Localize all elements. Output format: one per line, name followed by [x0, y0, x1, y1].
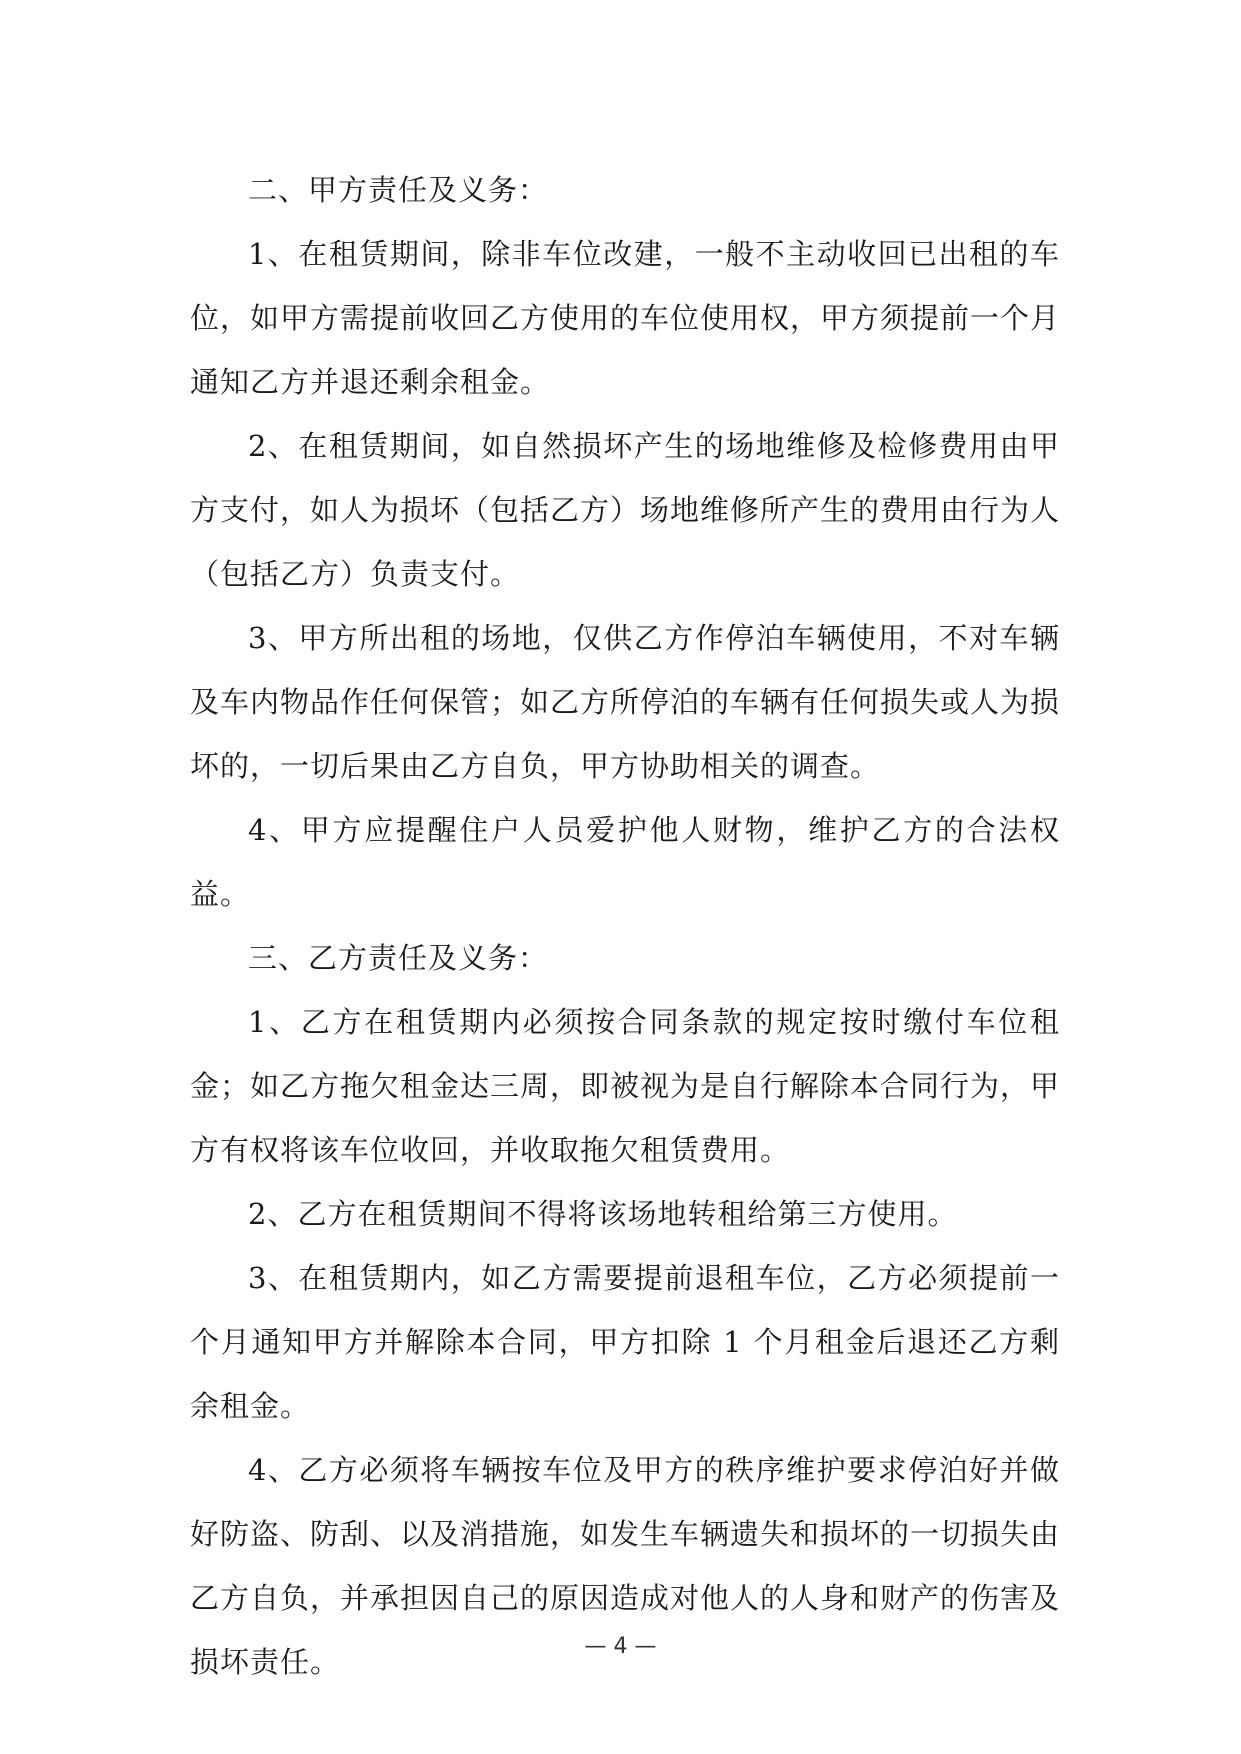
clause-b-1: 1、乙方在租赁期内必须按合同条款的规定按时缴付车位租金；如乙方拖欠租金达三周，即被视为是自行解除本合同行为，甲方有权将该车位收回，并收取拖欠租赁费用。	[190, 1005, 1061, 1167]
clause-b-2: 2、乙方在租赁期间不得将该场地转租给第三方使用。	[248, 1197, 958, 1231]
clause-a-3: 3、甲方所出租的场地，仅供乙方作停泊车辆使用，不对车辆及车内物品作任何保管；如乙方所停泊的车辆有任何损失或人为损坏的，一切后果由乙方自负，甲方协助相关的调查。	[190, 621, 1061, 783]
clause-a-1: 1、在租赁期间，除非车位改建，一般不主动收回已出租的车位，如甲方需提前收回乙方使用的车位使用权，甲方须提前一个月通知乙方并退还剩余租金。	[190, 237, 1061, 399]
document-body	[190, 158, 1060, 1694]
section-heading-party-a: 二、甲方责任及义务：	[248, 173, 549, 207]
clause-b-4: 4、乙方必须将车辆按车位及甲方的秩序维护要求停泊好并做好防盗、防刮、以及消措施，如发生车辆遗失和损坏的一切损失由乙方自负，并承担因自己的原因造成对他人的人身和财产的伤害及损坏责任。	[190, 1453, 1061, 1679]
section-heading-party-b: 三、乙方责任及义务：	[248, 941, 549, 975]
clause-a-2: 2、在租赁期间，如自然损坏产生的场地维修及检修费用由甲方支付，如人为损坏（包括乙方）场地维修所产生的费用由行为人（包括乙方）负责支付。	[190, 429, 1061, 591]
page-number: — 4 —	[584, 1634, 657, 1659]
clause-a-4: 4、甲方应提醒住户人员爱护他人财物，维护乙方的合法权益。	[190, 813, 1060, 911]
clause-b-3: 3、在租赁期内，如乙方需要提前退租车位，乙方必须提前一个月通知甲方并解除本合同，甲方扣除 1 个月租金后退还乙方剩余租金。	[190, 1261, 1060, 1423]
